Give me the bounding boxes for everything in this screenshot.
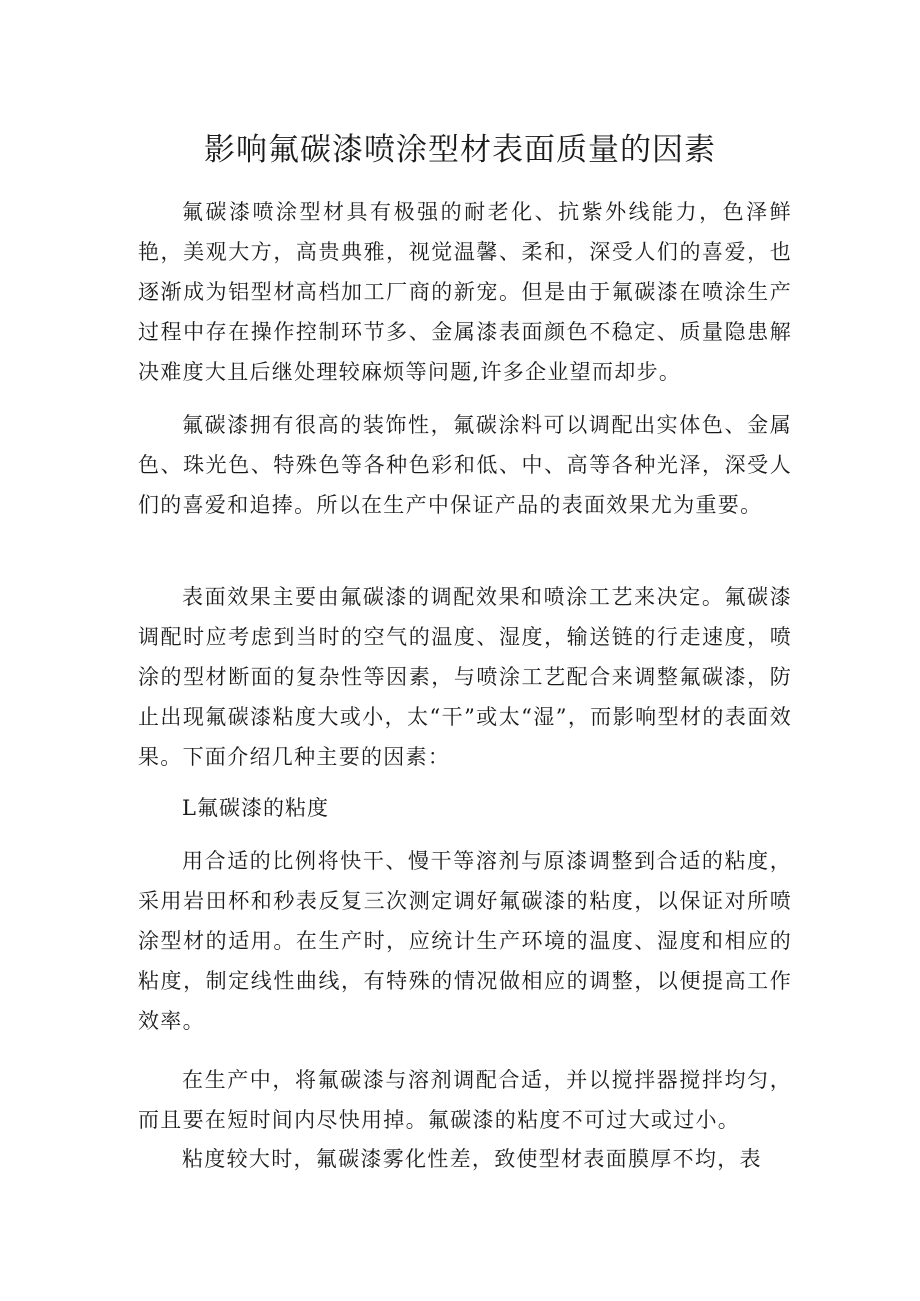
paragraph-surface-effect: 表面效果主要由氟碳漆的调配效果和喷涂工艺来决定。氟碳漆调配时应考虑到当时的空气的温度、湿度，输送链的行走速度，喷涂的型材断面的复杂性等因素，与喷涂工艺配合来调整氟碳漆，防止出现氟碳漆粘度大或小，太“干”或太“湿”，而影响型材的表面效果。下面介绍几种主要的因素：: [138, 585, 792, 769]
paragraph-decorative: 氟碳漆拥有很高的装饰性，氟碳涂料可以调配出实体色、金属色、珠光色、特殊色等各种色彩和低、中、高等各种光泽，深受人们的喜爱和追捧。所以在生产中保证产品的表面效果尤为重要。: [138, 413, 792, 517]
paragraph-viscosity-high: 粘度较大时，氟碳漆雾化性差，致使型材表面膜厚不均，表: [182, 1147, 762, 1171]
section-heading-viscosity: L氟碳漆的粘度: [182, 796, 329, 820]
document-title: 影响氟碳漆喷涂型材表面质量的因素: [204, 132, 716, 168]
paragraph-viscosity-method: 用合适的比例将快干、慢干等溶剂与原漆调整到合适的粘度，采用岩田杯和秒表反复三次测定调好氟碳漆的粘度，以保证对所喷涂型材的适用。在生产时，应统计生产环境的温度、湿度和相应的粘度，制定线性曲线，有特殊的情况做相应的调整，以便提高工作效率。: [138, 849, 792, 1033]
paragraph-viscosity-mixing: 在生产中，将氟碳漆与溶剂调配合适，并以搅拌器搅拌均匀，而且要在短时间内尽快用掉。氟碳漆的粘度不可过大或过小。: [138, 1068, 792, 1132]
paragraph-intro: 氟碳漆喷涂型材具有极强的耐老化、抗紫外线能力，色泽鲜艳，美观大方，高贵典雅，视觉温馨、柔和，深受人们的喜爱，也逐渐成为铝型材高档加工厂商的新宠。但是由于氟碳漆在喷涂生产过程中存在操作控制环节多、金属漆表面颜色不稳定、质量隐患解决难度大且后继处理较麻烦等问题,许多企业望而却步。: [138, 200, 792, 384]
